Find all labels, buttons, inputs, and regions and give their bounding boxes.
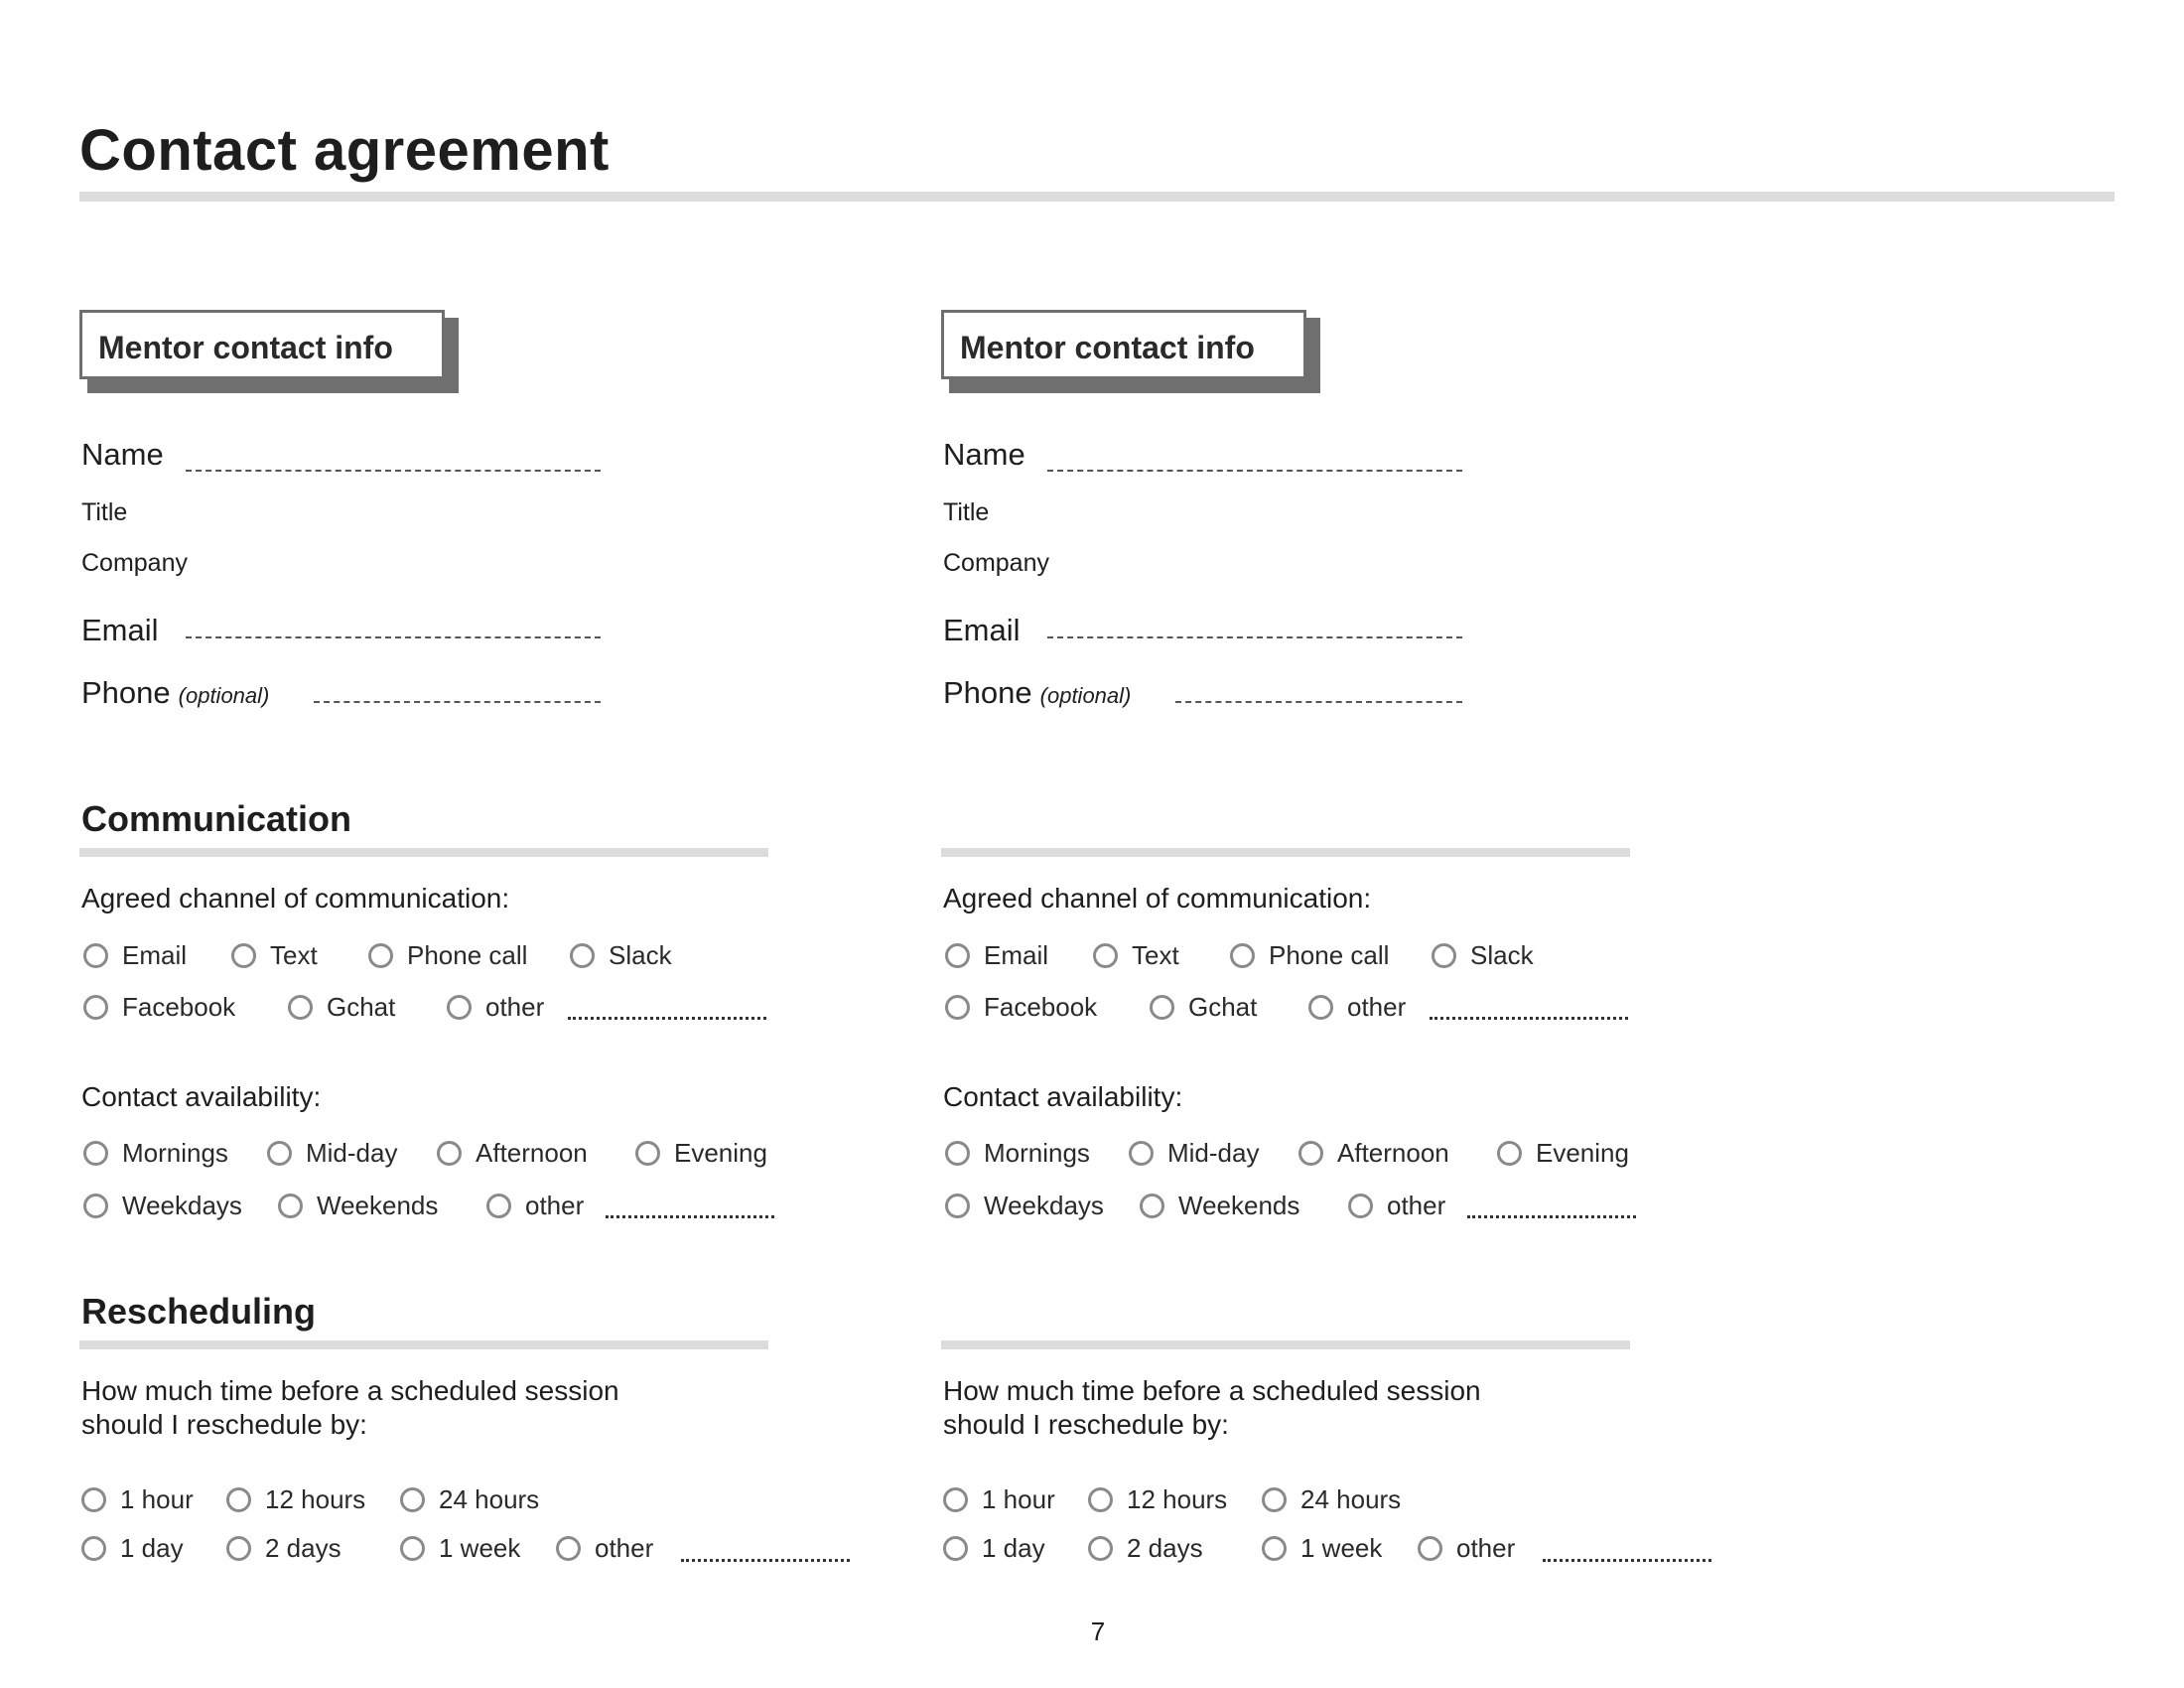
radio-icon[interactable] <box>1497 1141 1522 1166</box>
reschedule-other-field[interactable] <box>1543 1559 1711 1562</box>
channel-question: Agreed channel of communication: <box>943 883 1372 914</box>
page-number: 7 <box>1090 1617 1106 1646</box>
channel-question: Agreed channel of communication: <box>81 883 510 914</box>
rescheduling-section-title: Rescheduling <box>81 1291 317 1332</box>
channel-option-email[interactable]: Email <box>945 937 1048 973</box>
radio-icon[interactable] <box>556 1536 581 1561</box>
radio-icon[interactable] <box>486 1194 511 1218</box>
radio-icon[interactable] <box>226 1487 251 1512</box>
availability-option-weekends[interactable]: Weekends <box>278 1188 438 1223</box>
reschedule-option-1-week[interactable]: 1 week <box>1262 1530 1382 1566</box>
radio-icon[interactable] <box>447 995 472 1020</box>
channel-option-text[interactable]: Text <box>231 937 318 973</box>
reschedule-option-24-hours[interactable]: 24 hours <box>400 1481 539 1517</box>
reschedule-question-line-1: How much time before a scheduled session <box>81 1375 619 1406</box>
reschedule-option-1-day[interactable]: 1 day <box>81 1530 184 1566</box>
radio-icon[interactable] <box>1418 1536 1442 1561</box>
channel-option-text[interactable]: Text <box>1093 937 1179 973</box>
radio-icon[interactable] <box>1230 943 1255 968</box>
page-title: Contact agreement <box>79 118 610 183</box>
email-label: Email <box>81 613 159 647</box>
availability-other-field[interactable] <box>606 1215 774 1218</box>
reschedule-option-12-hours[interactable]: 12 hours <box>226 1481 365 1517</box>
radio-icon[interactable] <box>437 1141 462 1166</box>
availability-option-weekdays[interactable]: Weekdays <box>83 1188 242 1223</box>
reschedule-option-other[interactable]: other <box>1418 1530 1515 1566</box>
availability-option-mornings[interactable]: Mornings <box>83 1135 228 1171</box>
name-label: Name <box>81 437 164 472</box>
channel-option-gchat[interactable]: Gchat <box>1150 989 1257 1025</box>
channel-option-slack[interactable]: Slack <box>1432 937 1534 973</box>
phone-label-text: Phone <box>81 675 171 710</box>
reschedule-option-2-days[interactable]: 2 days <box>1088 1530 1203 1566</box>
reschedule-question-line-2: should I reschedule by: <box>943 1409 1229 1440</box>
title-label: Title <box>81 498 128 526</box>
phone-optional-note: (optional) <box>178 683 270 708</box>
phone-label <box>81 675 269 711</box>
availability-other-field[interactable] <box>1467 1215 1636 1218</box>
radio-icon[interactable] <box>1140 1194 1164 1218</box>
radio-icon[interactable] <box>1308 995 1333 1020</box>
name-field[interactable] <box>186 470 601 472</box>
right-column <box>941 0 1815 1688</box>
channel-option-email[interactable]: Email <box>83 937 187 973</box>
radio-icon[interactable] <box>1150 995 1174 1020</box>
email-field[interactable] <box>186 636 601 638</box>
reschedule-option-2-days[interactable]: 2 days <box>226 1530 341 1566</box>
reschedule-option-other[interactable]: other <box>556 1530 653 1566</box>
rescheduling-divider <box>941 1340 1630 1349</box>
box-frame <box>79 310 445 379</box>
box-label: Mentor contact info <box>960 330 1255 365</box>
radio-icon[interactable] <box>278 1194 303 1218</box>
radio-icon[interactable] <box>81 1487 106 1512</box>
radio-icon[interactable] <box>943 1487 968 1512</box>
reschedule-option-1-hour[interactable]: 1 hour <box>943 1481 1055 1517</box>
radio-icon[interactable] <box>1088 1536 1113 1561</box>
channel-option-facebook[interactable]: Facebook <box>945 989 1097 1025</box>
communication-divider <box>941 848 1630 857</box>
availability-option-mornings[interactable]: Mornings <box>945 1135 1090 1171</box>
title-label: Title <box>943 498 990 526</box>
radio-icon[interactable] <box>83 943 108 968</box>
phone-optional-note: (optional) <box>1039 683 1132 708</box>
reschedule-option-12-hours[interactable]: 12 hours <box>1088 1481 1227 1517</box>
reschedule-other-field[interactable] <box>681 1559 850 1562</box>
channel-option-other[interactable]: other <box>447 989 544 1025</box>
availability-option-evening[interactable]: Evening <box>1497 1135 1629 1171</box>
radio-icon[interactable] <box>1093 943 1118 968</box>
availability-option-afternoon[interactable]: Afternoon <box>1298 1135 1449 1171</box>
radio-icon[interactable] <box>267 1141 292 1166</box>
box-frame <box>941 310 1306 379</box>
channel-option-other[interactable]: other <box>1308 989 1406 1025</box>
reschedule-question-line-1: How much time before a scheduled session <box>943 1375 1481 1406</box>
radio-icon[interactable] <box>945 995 970 1020</box>
radio-icon[interactable] <box>1262 1536 1287 1561</box>
availability-question: Contact availability: <box>943 1081 1183 1112</box>
radio-icon[interactable] <box>570 943 595 968</box>
radio-icon[interactable] <box>945 943 970 968</box>
radio-icon[interactable] <box>1348 1194 1373 1218</box>
reschedule-option-1-week[interactable]: 1 week <box>400 1530 520 1566</box>
channel-other-field[interactable] <box>1430 1017 1628 1020</box>
radio-icon[interactable] <box>288 995 313 1020</box>
radio-icon[interactable] <box>635 1141 660 1166</box>
communication-divider <box>79 848 768 857</box>
availability-option-weekdays[interactable]: Weekdays <box>945 1188 1104 1223</box>
radio-icon[interactable] <box>1432 943 1456 968</box>
radio-icon[interactable] <box>83 995 108 1020</box>
availability-option-evening[interactable]: Evening <box>635 1135 767 1171</box>
phone-field[interactable] <box>314 701 601 703</box>
channel-option-phone-call[interactable]: Phone call <box>368 937 527 973</box>
name-label: Name <box>943 437 1025 472</box>
availability-option-weekends[interactable]: Weekends <box>1140 1188 1299 1223</box>
radio-icon[interactable] <box>400 1536 425 1561</box>
phone-label <box>943 675 1131 711</box>
left-column <box>79 0 953 1688</box>
availability-question: Contact availability: <box>81 1081 322 1112</box>
reschedule-question-line-2: should I reschedule by: <box>81 1409 367 1440</box>
reschedule-option-1-hour[interactable]: 1 hour <box>81 1481 194 1517</box>
channel-option-gchat[interactable]: Gchat <box>288 989 395 1025</box>
company-label: Company <box>81 549 188 577</box>
radio-icon[interactable] <box>945 1194 970 1218</box>
radio-icon[interactable] <box>1262 1487 1287 1512</box>
rescheduling-divider <box>79 1340 768 1349</box>
channel-option-phone-call[interactable]: Phone call <box>1230 937 1389 973</box>
reschedule-option-24-hours[interactable]: 24 hours <box>1262 1481 1401 1517</box>
availability-option-mid-day[interactable]: Mid-day <box>1129 1135 1259 1171</box>
email-label: Email <box>943 613 1021 647</box>
phone-label-text: Phone <box>943 675 1032 710</box>
availability-option-other[interactable]: other <box>486 1188 584 1223</box>
box-label: Mentor contact info <box>98 330 393 365</box>
radio-icon[interactable] <box>400 1487 425 1512</box>
channel-option-slack[interactable]: Slack <box>570 937 672 973</box>
radio-icon[interactable] <box>81 1536 106 1561</box>
radio-icon[interactable] <box>945 1141 970 1166</box>
radio-icon[interactable] <box>1129 1141 1154 1166</box>
radio-icon[interactable] <box>1298 1141 1323 1166</box>
reschedule-option-1-day[interactable]: 1 day <box>943 1530 1045 1566</box>
channel-other-field[interactable] <box>568 1017 766 1020</box>
radio-icon[interactable] <box>226 1536 251 1561</box>
email-field[interactable] <box>1047 636 1462 638</box>
radio-icon[interactable] <box>83 1141 108 1166</box>
channel-option-facebook[interactable]: Facebook <box>83 989 235 1025</box>
radio-icon[interactable] <box>1088 1487 1113 1512</box>
phone-field[interactable] <box>1175 701 1462 703</box>
radio-icon[interactable] <box>943 1536 968 1561</box>
radio-icon[interactable] <box>83 1194 108 1218</box>
availability-option-mid-day[interactable]: Mid-day <box>267 1135 397 1171</box>
company-label: Company <box>943 549 1049 577</box>
communication-section-title: Communication <box>81 798 352 839</box>
radio-icon[interactable] <box>368 943 393 968</box>
radio-icon[interactable] <box>231 943 256 968</box>
availability-option-other[interactable]: other <box>1348 1188 1445 1223</box>
name-field[interactable] <box>1047 470 1462 472</box>
availability-option-afternoon[interactable]: Afternoon <box>437 1135 588 1171</box>
